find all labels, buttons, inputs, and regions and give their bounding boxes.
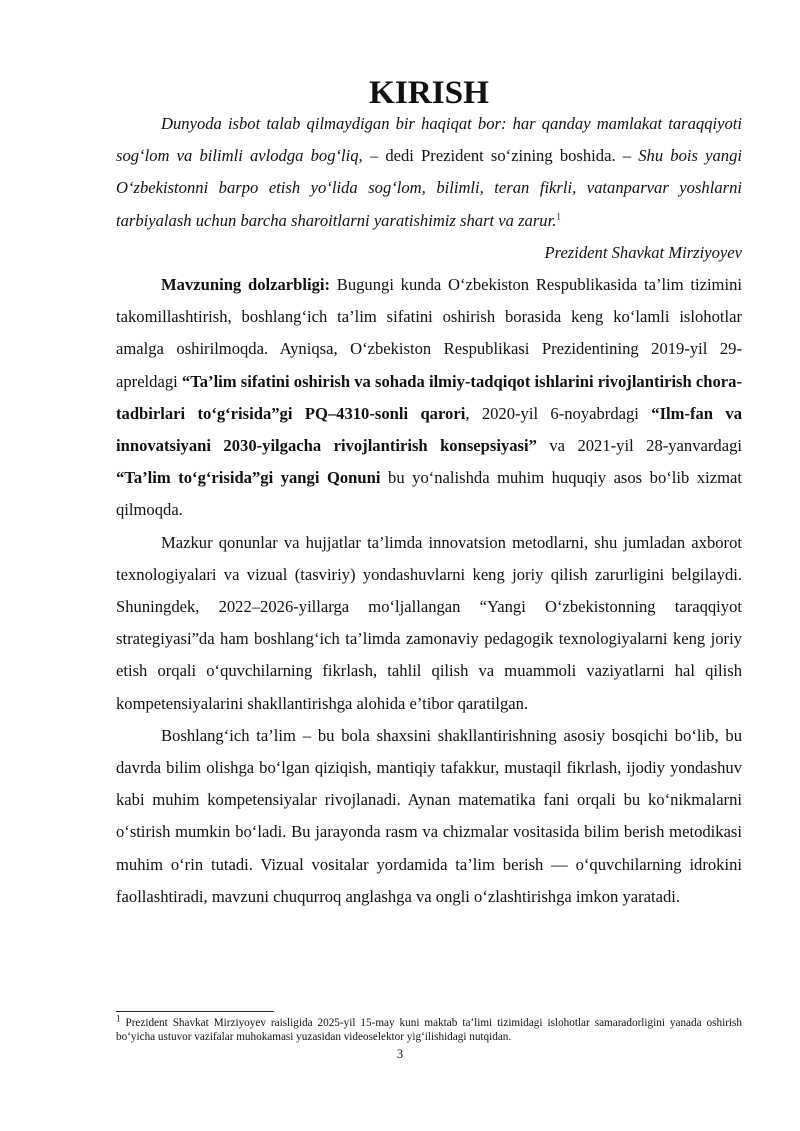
paragraph-primary-education: Boshlang‘ich ta’lim – bu bola shaxsini shakllantirishning asosiy bosqichi bo‘lib, bu davrda bilim olishga bo‘lgan qiziqish, mantiqiy tafakkur, mustaqil fikrlash, ijodiy yondashuv kabi muhim kompetensiyalar rivojlanadi. Aynan matematika fani orqali bu ko‘nikmalarni o‘stirish mumkin bo‘ladi. Bu jarayonda rasm va chizmalar vositasida bilim berish metodikasi muhim o‘rin tutadi. Vizual vositalar yordamida ta’lim berish — o‘quvchilarning idrokini faollashtiradi, mavzuni chuqurroq anglashga va ongli o‘zlashtirishga imkon yaratadi.: [116, 725, 742, 906]
epigraph: [116, 108, 742, 237]
page-body: [116, 74, 742, 913]
epigraph-attribution: – dedi Prezident so‘zining boshida. –: [362, 146, 639, 166]
paragraph-text: , 2020-yil 6-noyabrdagi: [465, 403, 652, 423]
paragraph-text: bu yo‘nalishda muhim huquqiy asos bo‘lib xizmat qilmoqda.: [116, 468, 742, 520]
decree-title: “Ta’lim sifatini oshirish va sohada ilmiy-tadqiqot ishlarini rivojlantirish chora-tadbirlari to‘g‘risida”gi PQ–4310-sonli qarori: [116, 371, 742, 423]
paragraph-laws: Mazkur qonunlar va hujjatlar ta’limda innovatsion metodlarni, shu jumladan axborot texnologiyalari va vizual (tasviriy) yondashuvlarni keng joriy qilish zarurligini belgilaydi. Shuningdek, 2022–2026-yillarga mo‘ljallangan “Yangi O‘zbekistonning taraqqiyot strategiyasi”da ham boshlang‘ich ta’limda zamonaviy pedagogik texnologiyalarni keng joriy etish orqali o‘quvchilarning fikrlash, tahlil qilish va muammoli vaziyatlarni hal qilish kompetensiyalarini shakllantirishga alohida e’tibor qaratilgan.: [116, 532, 742, 713]
paragraph-lead: Mavzuning dolzarbligi:: [161, 275, 331, 295]
paragraph-text: va 2021-yil 28-yanvardagi: [536, 436, 742, 456]
paragraph-relevance: [116, 269, 742, 527]
page-heading: KIRISH: [369, 74, 489, 111]
footnote-reference[interactable]: 1: [556, 211, 561, 222]
epigraph-quote-part1: Dunyoda isbot talab qilmaydigan bir haqiqat bor: har qanday mamlakat taraqqiyoti sog‘lom va bilimli avlodga bog‘liq,: [116, 114, 742, 166]
paragraph-text: Bugungi kunda O‘zbekiston Respublikasida ta’lim tizimini takomillashtirish, boshlang‘ich ta’lim sifatini oshirish borasida keng ko‘lamli islohotlar amalga oshirilmoqda. Ayniqsa, O‘zbekiston Respublikasi Prezidentining 2019-yil 29-apreldagi: [116, 275, 742, 391]
concept-title: “Ilm-fan va innovatsiyani 2030-yilgacha rivojlantirish konsepsiyasi”: [116, 403, 742, 456]
epigraph-quote-part2: Shu bois yangi O‘zbekistonni barpo etish yo‘lida sog‘lom, bilimli, teran fikrli, vatanparvar yoshlarni tarbiyalash uchun barcha sharoitlarni yaratishimiz shart va zarur.: [116, 146, 742, 230]
law-title: “Ta’lim to‘g‘risida”gi yangi Qonuni: [116, 468, 381, 488]
footnote-text: Prezident Shavkat Mirziyoyev raisligida 2025-yil 15-may kuni maktab ta’limi tizimidagi islohotlar samaradorligini yanada oshirish bo‘yicha ustuvor vazifalar muhokamasi yuzasidan videoselektor yig‘ilishidagi nutqidan.: [116, 1017, 742, 1043]
footnote-separator: [116, 1011, 274, 1012]
footnote-mark: 1: [116, 1013, 121, 1024]
epigraph-signature: Prezident Shavkat Mirziyoyev: [544, 242, 742, 262]
page-number: 3: [396, 1047, 404, 1061]
footnote: [116, 1013, 742, 1044]
